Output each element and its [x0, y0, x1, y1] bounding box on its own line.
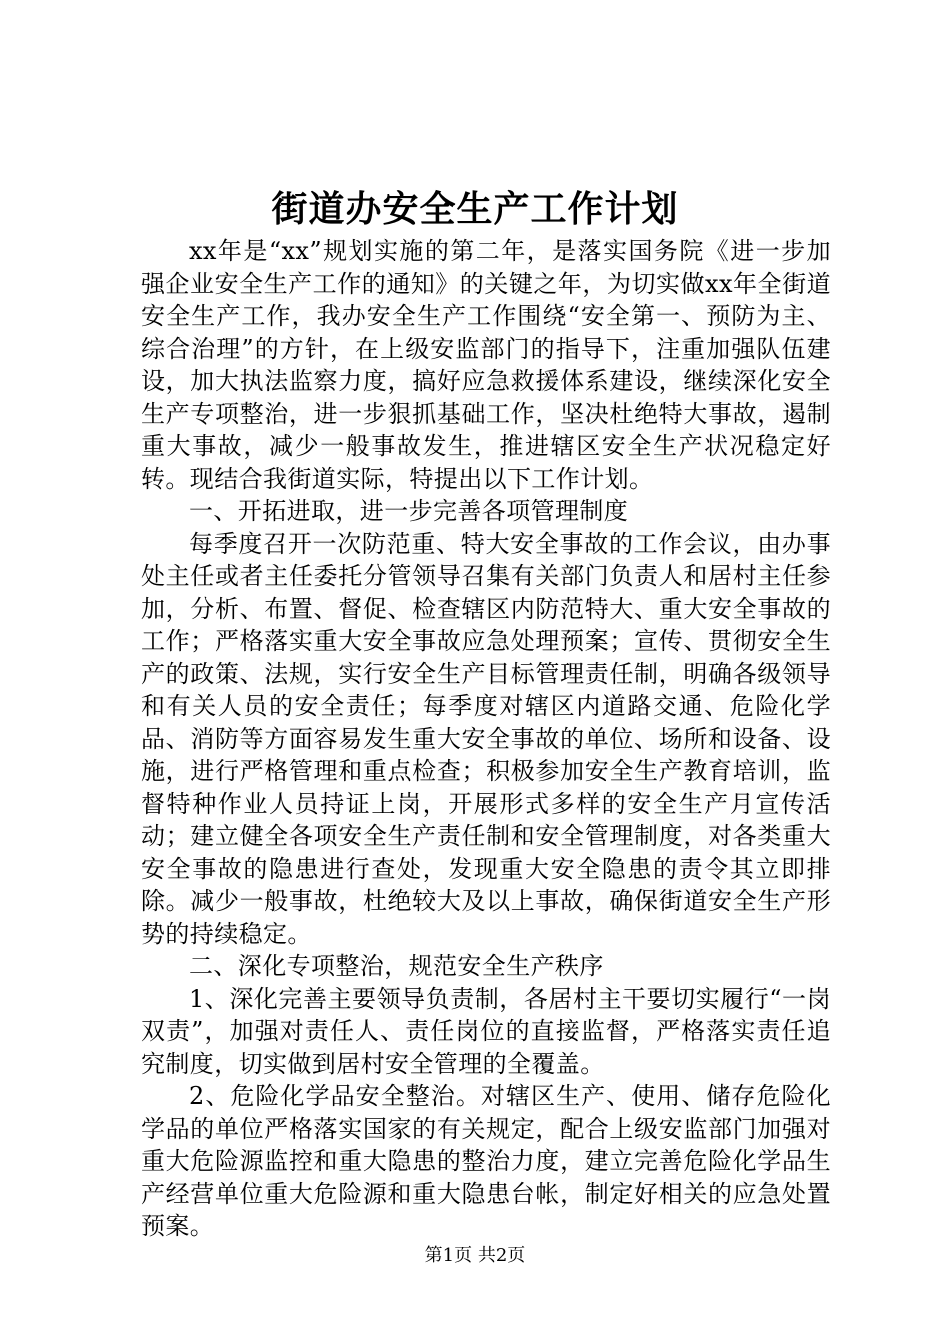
document-body	[141, 235, 831, 1243]
section-2-item-1: 1、深化完善主要领导负责制，各居村主干要切实履行“一岗双责”，加强对责任人、责任岗位的直接监督，严格落实责任追究制度，切实做到居村安全管理的全覆盖。	[141, 984, 831, 1078]
intro-paragraph: xx年是“xx”规划实施的第二年，是落实国务院《进一步加强企业安全生产工作的通知》的关键之年，为切实做xx年全街道安全生产工作，我办安全生产工作围绕“安全第一、预防为主、综合治理”的方针，在上级安监部门的指导下，注重加强队伍建设，加大执法监察力度，搞好应急救援体系建设，继续深化安全生产专项整治，进一步狠抓基础工作，坚决杜绝特大事故，遏制重大事故，减少一般事故发生，推进辖区安全生产状况稳定好转。现结合我街道实际，特提出以下工作计划。	[141, 237, 831, 493]
section-heading-1: 一、开拓进取，进一步完善各项管理制度	[189, 497, 629, 525]
document-title: 街道办安全生产工作计划	[271, 188, 679, 230]
section-heading-2: 二、深化专项整治，规范安全生产秩序	[189, 952, 604, 980]
section-1-paragraph: 每季度召开一次防范重、特大安全事故的工作会议，由办事处主任或者主任委托分管领导召集有关部门负责人和居村主任参加，分析、布置、督促、检查辖区内防范特大、重大安全事故的工作；严格落实重大安全事故应急处理预案；宣传、贯彻安全生产的政策、法规，实行安全生产目标管理责任制，明确各级领导和有关人员的安全责任；每季度对辖区内道路交通、危险化学品、消防等方面容易发生重大安全事故的单位、场所和设备、设施，进行严格管理和重点检查；积极参加安全生产教育培训，监督特种作业人员持证上岗，开展形式多样的安全生产月宣传活动；建立健全各项安全生产责任制和安全管理制度，对各类重大安全事故的隐患进行查处，发现重大安全隐患的责令其立即排除。减少一般事故，杜绝较大及以上事故，确保街道安全生产形势的持续稳定。	[141, 529, 831, 948]
section-2-item-2: 2、危险化学品安全整治。对辖区生产、使用、储存危险化学品的单位严格落实国家的有关规定，配合上级安监部门加强对重大危险源监控和重大隐患的整治力度，建立完善危险化学品生产经营单位重大危险源和重大隐患台帐，制定好相关的应急处置预案。	[141, 1082, 831, 1240]
page-footer: 第1页 共2页	[424, 1245, 526, 1266]
